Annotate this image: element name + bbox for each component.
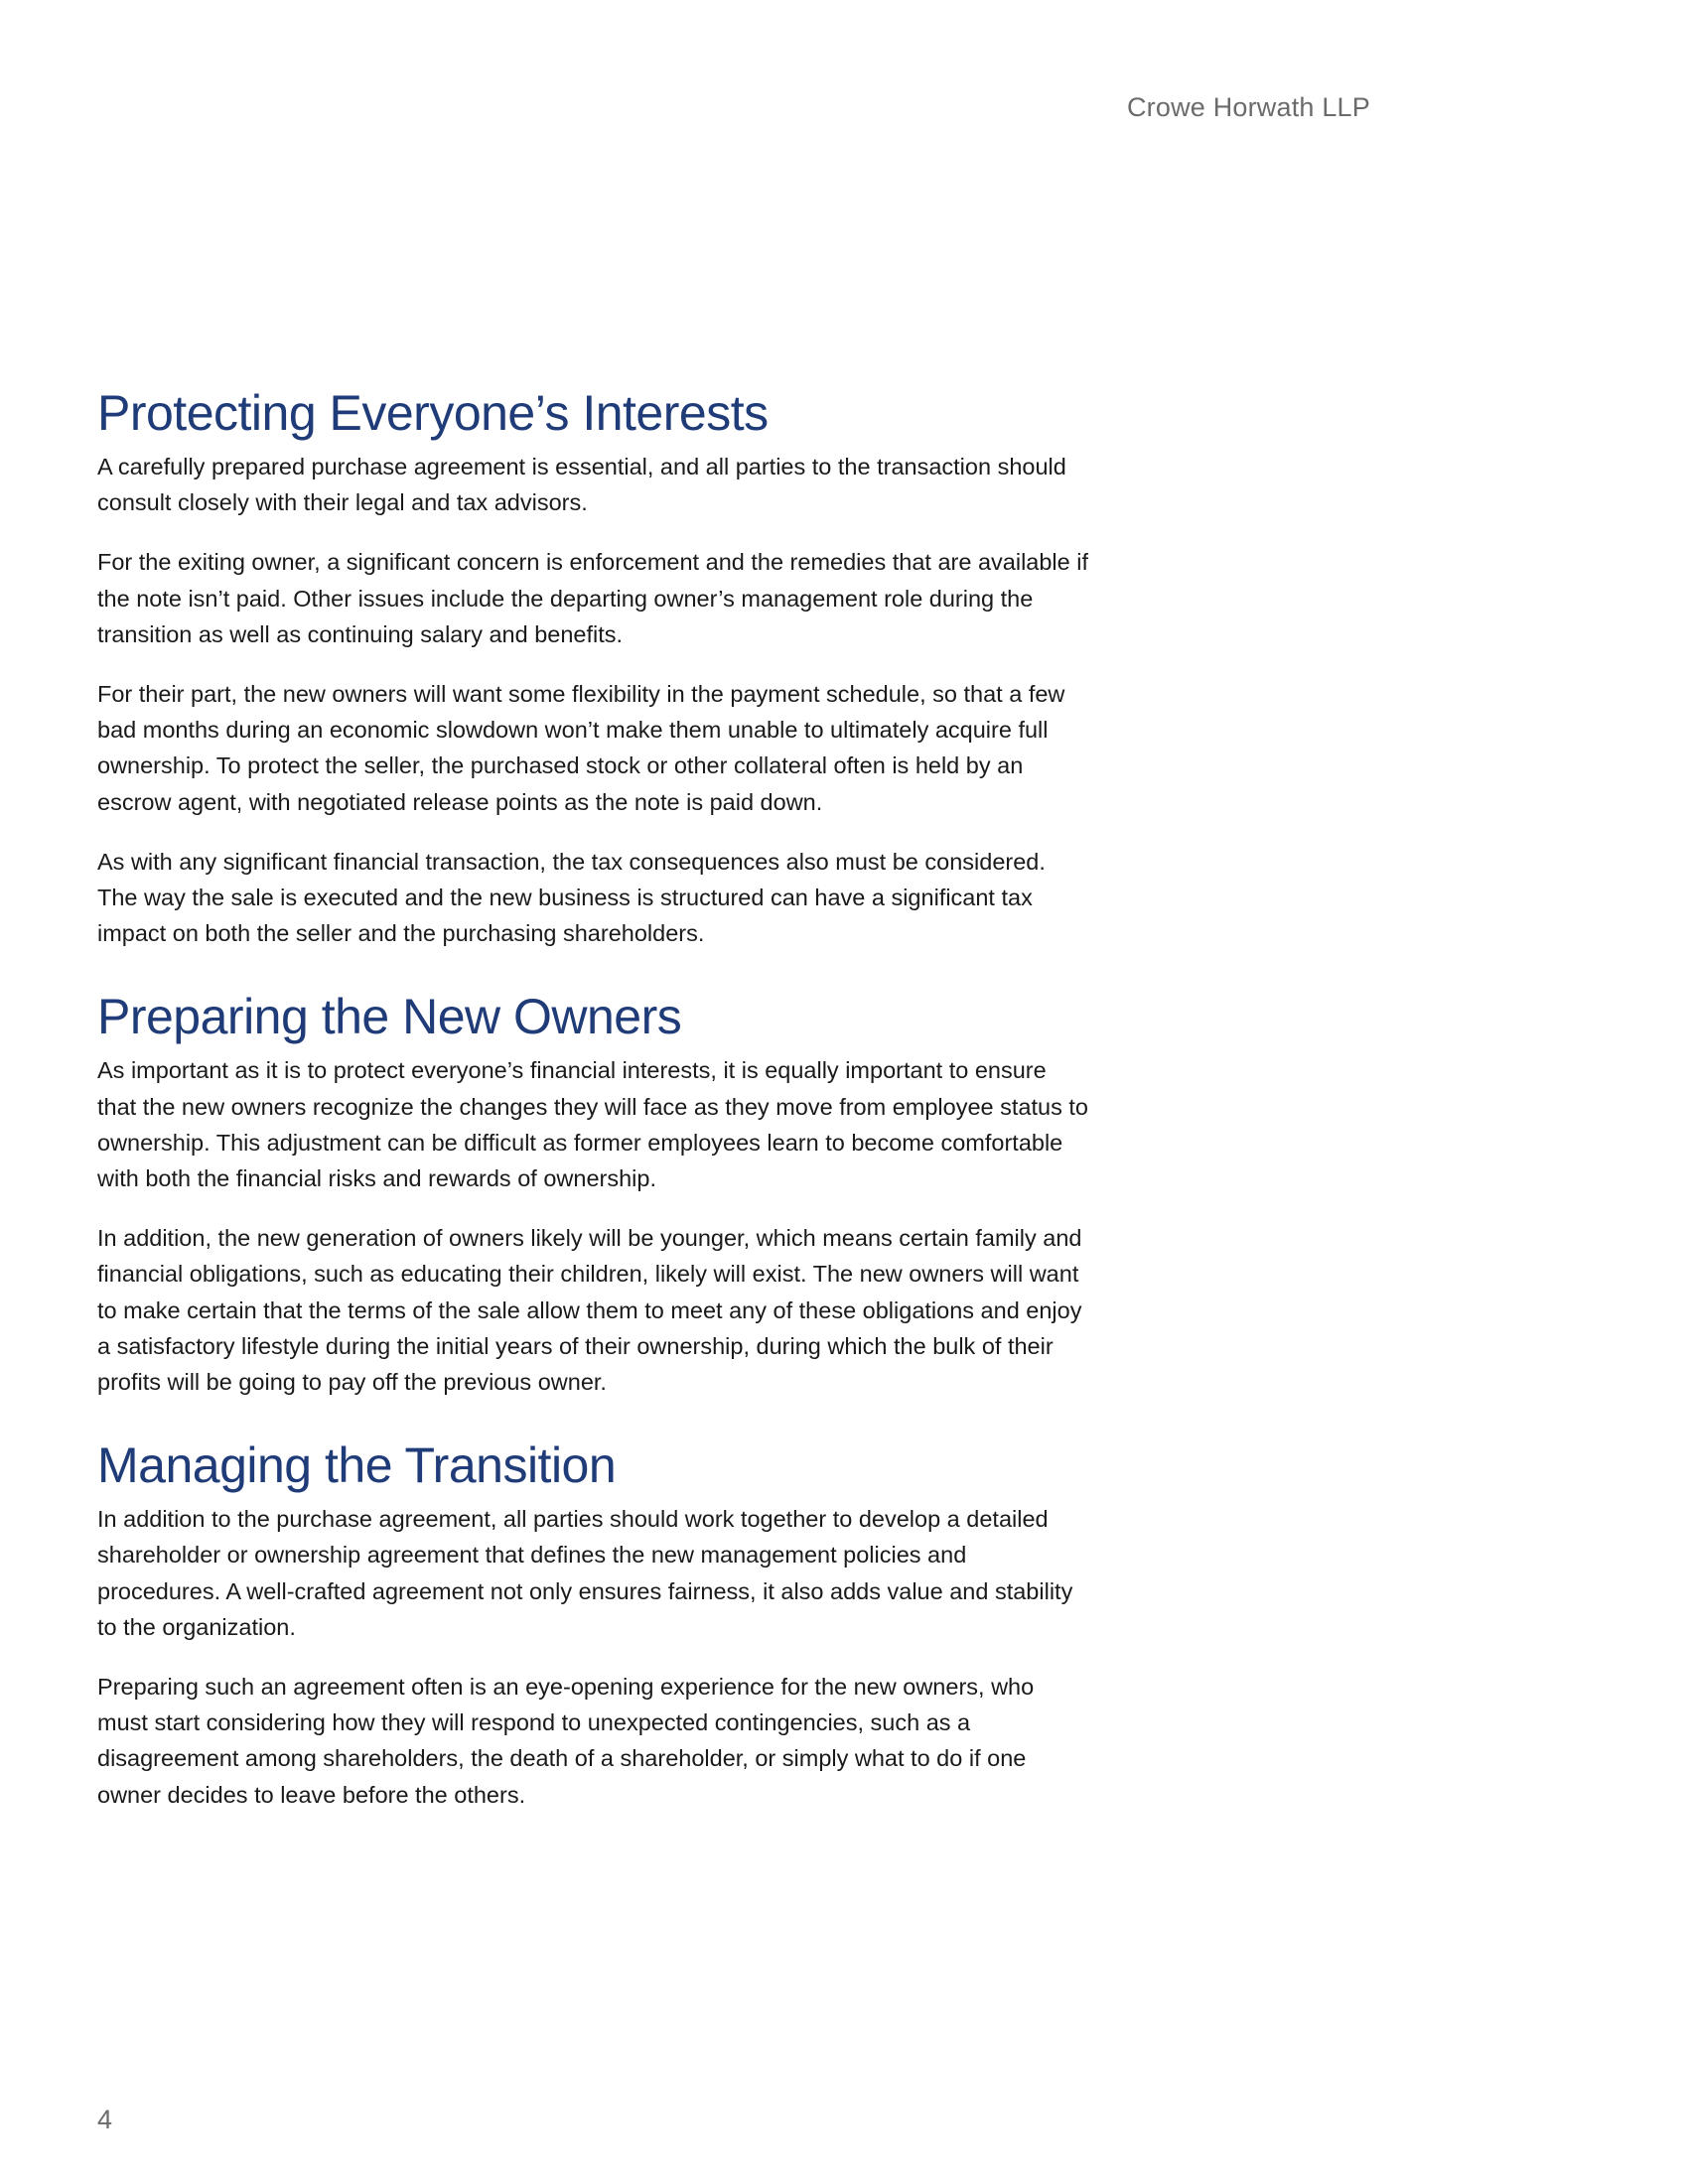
main-content <box>97 385 1090 1813</box>
section-heading: Managing the Transition <box>97 1437 617 1494</box>
paragraph: In addition, the new generation of owners likely will be younger, which means certain family and financial obligations, such as educating their children, likely will exist. The new owners will want to make certain that the terms of the sale allow them to meet any of these obligations and enjoy a satisfactory lifestyle during the initial years of their ownership, during which the bulk of their profits will be going to pay off the previous owner. <box>97 1225 1082 1396</box>
paragraph: As with any significant financial transaction, the tax consequences also must be considered. The way the sale is executed and the new business is structured can have a significant tax impact on both the seller and the purchasing shareholders. <box>97 848 1046 947</box>
paragraph: For their part, the new owners will want some flexibility in the payment schedule, so that a few bad months during an economic slowdown won’t make them unable to ultimately acquire full ownership. To protect the seller, the purchased stock or other collateral often is held by an escrow agent, with negotiated release points as the note is paid down. <box>97 681 1065 815</box>
paragraph: For the exiting owner, a significant concern is enforcement and the remedies that are available if the note isn’t paid. Other issues include the departing owner’s management role during the transition as well as continuing salary and benefits. <box>97 549 1088 647</box>
paragraph: Preparing such an agreement often is an eye-opening experience for the new owners, who must start considering how they will respond to unexpected contingencies, such as a disagreement among shareholders, the death of a shareholder, or simply what to do if one owner decides to leave before the others. <box>97 1674 1035 1808</box>
section-preparing-new-owners <box>97 989 1090 1400</box>
section-protecting-interests <box>97 385 1090 951</box>
paragraph: A carefully prepared purchase agreement is essential, and all parties to the transaction should consult closely with their legal and tax advisors. <box>97 454 1066 516</box>
section-heading: Protecting Everyone’s Interests <box>97 385 769 441</box>
page-number: 4 <box>97 2105 113 2134</box>
section-managing-transition <box>97 1437 1090 1813</box>
paragraph: In addition to the purchase agreement, all parties should work together to develop a detailed shareholder or ownership agreement that defines the new management policies and procedures. A well-crafted agreement not only ensures fairness, it also adds value and stability to the organization. <box>97 1506 1073 1640</box>
section-heading: Preparing the New Owners <box>97 989 682 1045</box>
paragraph: As important as it is to protect everyone’s financial interests, it is equally important to ensure that the new owners recognize the changes they will face as they move from employee status to ownership. This adjustment can be difficult as former employees learn to become comfortable with both the financial risks and rewards of ownership. <box>97 1057 1088 1192</box>
firm-name-header: Crowe Horwath LLP <box>1126 92 1370 122</box>
